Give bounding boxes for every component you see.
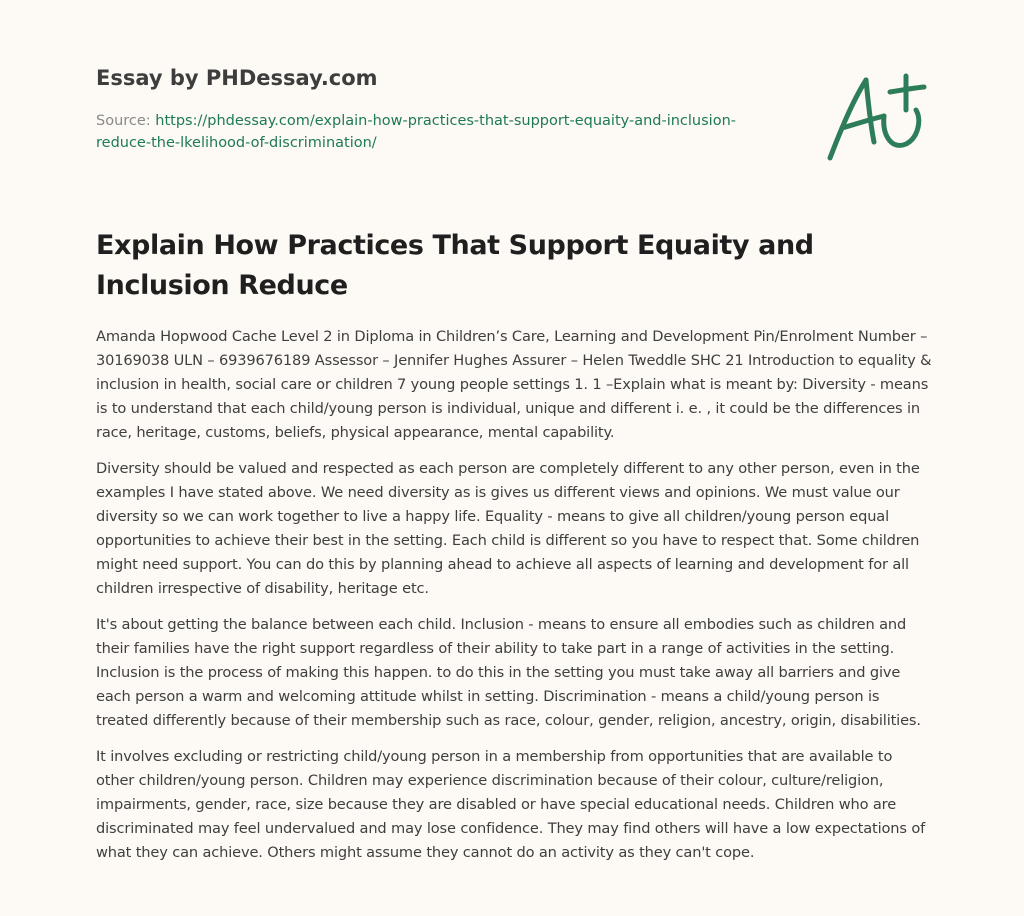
- source-line: [96, 110, 776, 154]
- source-link[interactable]: https://phdessay.com/explain-how-practices-that-support-equaity-and-inclusion-reduce-the-lkelihood-of-discrimination/: [96, 113, 736, 151]
- page-header: [96, 64, 776, 154]
- paragraph: Amanda Hopwood Cache Level 2 in Diploma in Children’s Care, Learning and Development Pin/Enrolment Number – 30169038 ULN – 6939676189 Assessor – Jennifer Hughes Assurer – Helen Tweddle SHC 21 Introduction to equality & inclusion in health, social care or children 7 young people settings 1. 1 –Explain what is meant by: Diversity - means is to understand that each child/young person is individual, unique and different i. e. , it could be the differences in race, heritage, customs, beliefs, physical appearance, mental capability.: [96, 328, 932, 441]
- a-plus-grade-icon: [822, 70, 932, 166]
- site-title: Essay by PHDessay.com: [96, 66, 378, 90]
- paragraph: Diversity should be valued and respected as each person are completely different to any other person, even in the examples I have stated above. We need diversity as is gives us different views and opinions. We must value our diversity so we can work together to live a happy life. Equality - means to give all children/young person equal opportunities to achieve their best in the setting. Each child is different so you have to respect that. Some children might need support. You can do this by planning ahead to achieve all aspects of learning and development for all children irrespective of disability, heritage etc.: [96, 460, 920, 597]
- paragraph: It involves excluding or restricting child/young person in a membership from opportunities that are available to other children/young person. Children may experience discrimination because of their colour, culture/religion, impairments, gender, race, size because they are disabled or have special educational needs. Children who are discriminated may feel undervalued and may lose confidence. They may find others will have a low expectations of what they can achieve. Others might assume they cannot do an activity as they can't cope.: [96, 748, 926, 861]
- article-title: Explain How Practices That Support Equaity and Inclusion Reduce: [96, 230, 814, 301]
- article-body: [96, 325, 932, 877]
- source-label: Source:: [96, 113, 151, 129]
- paragraph: It's about getting the balance between each child. Inclusion - means to ensure all embodies such as children and their families have the right support regardless of their ability to take part in a range of activities in the setting. Inclusion is the process of making this happen. to do this in the setting you must take away all barriers and give each person a warm and welcoming attitude whilst in setting. Discrimination - means a child/young person is treated differently because of their membership such as race, colour, gender, religion, ancestry, origin, disabilities.: [96, 616, 921, 729]
